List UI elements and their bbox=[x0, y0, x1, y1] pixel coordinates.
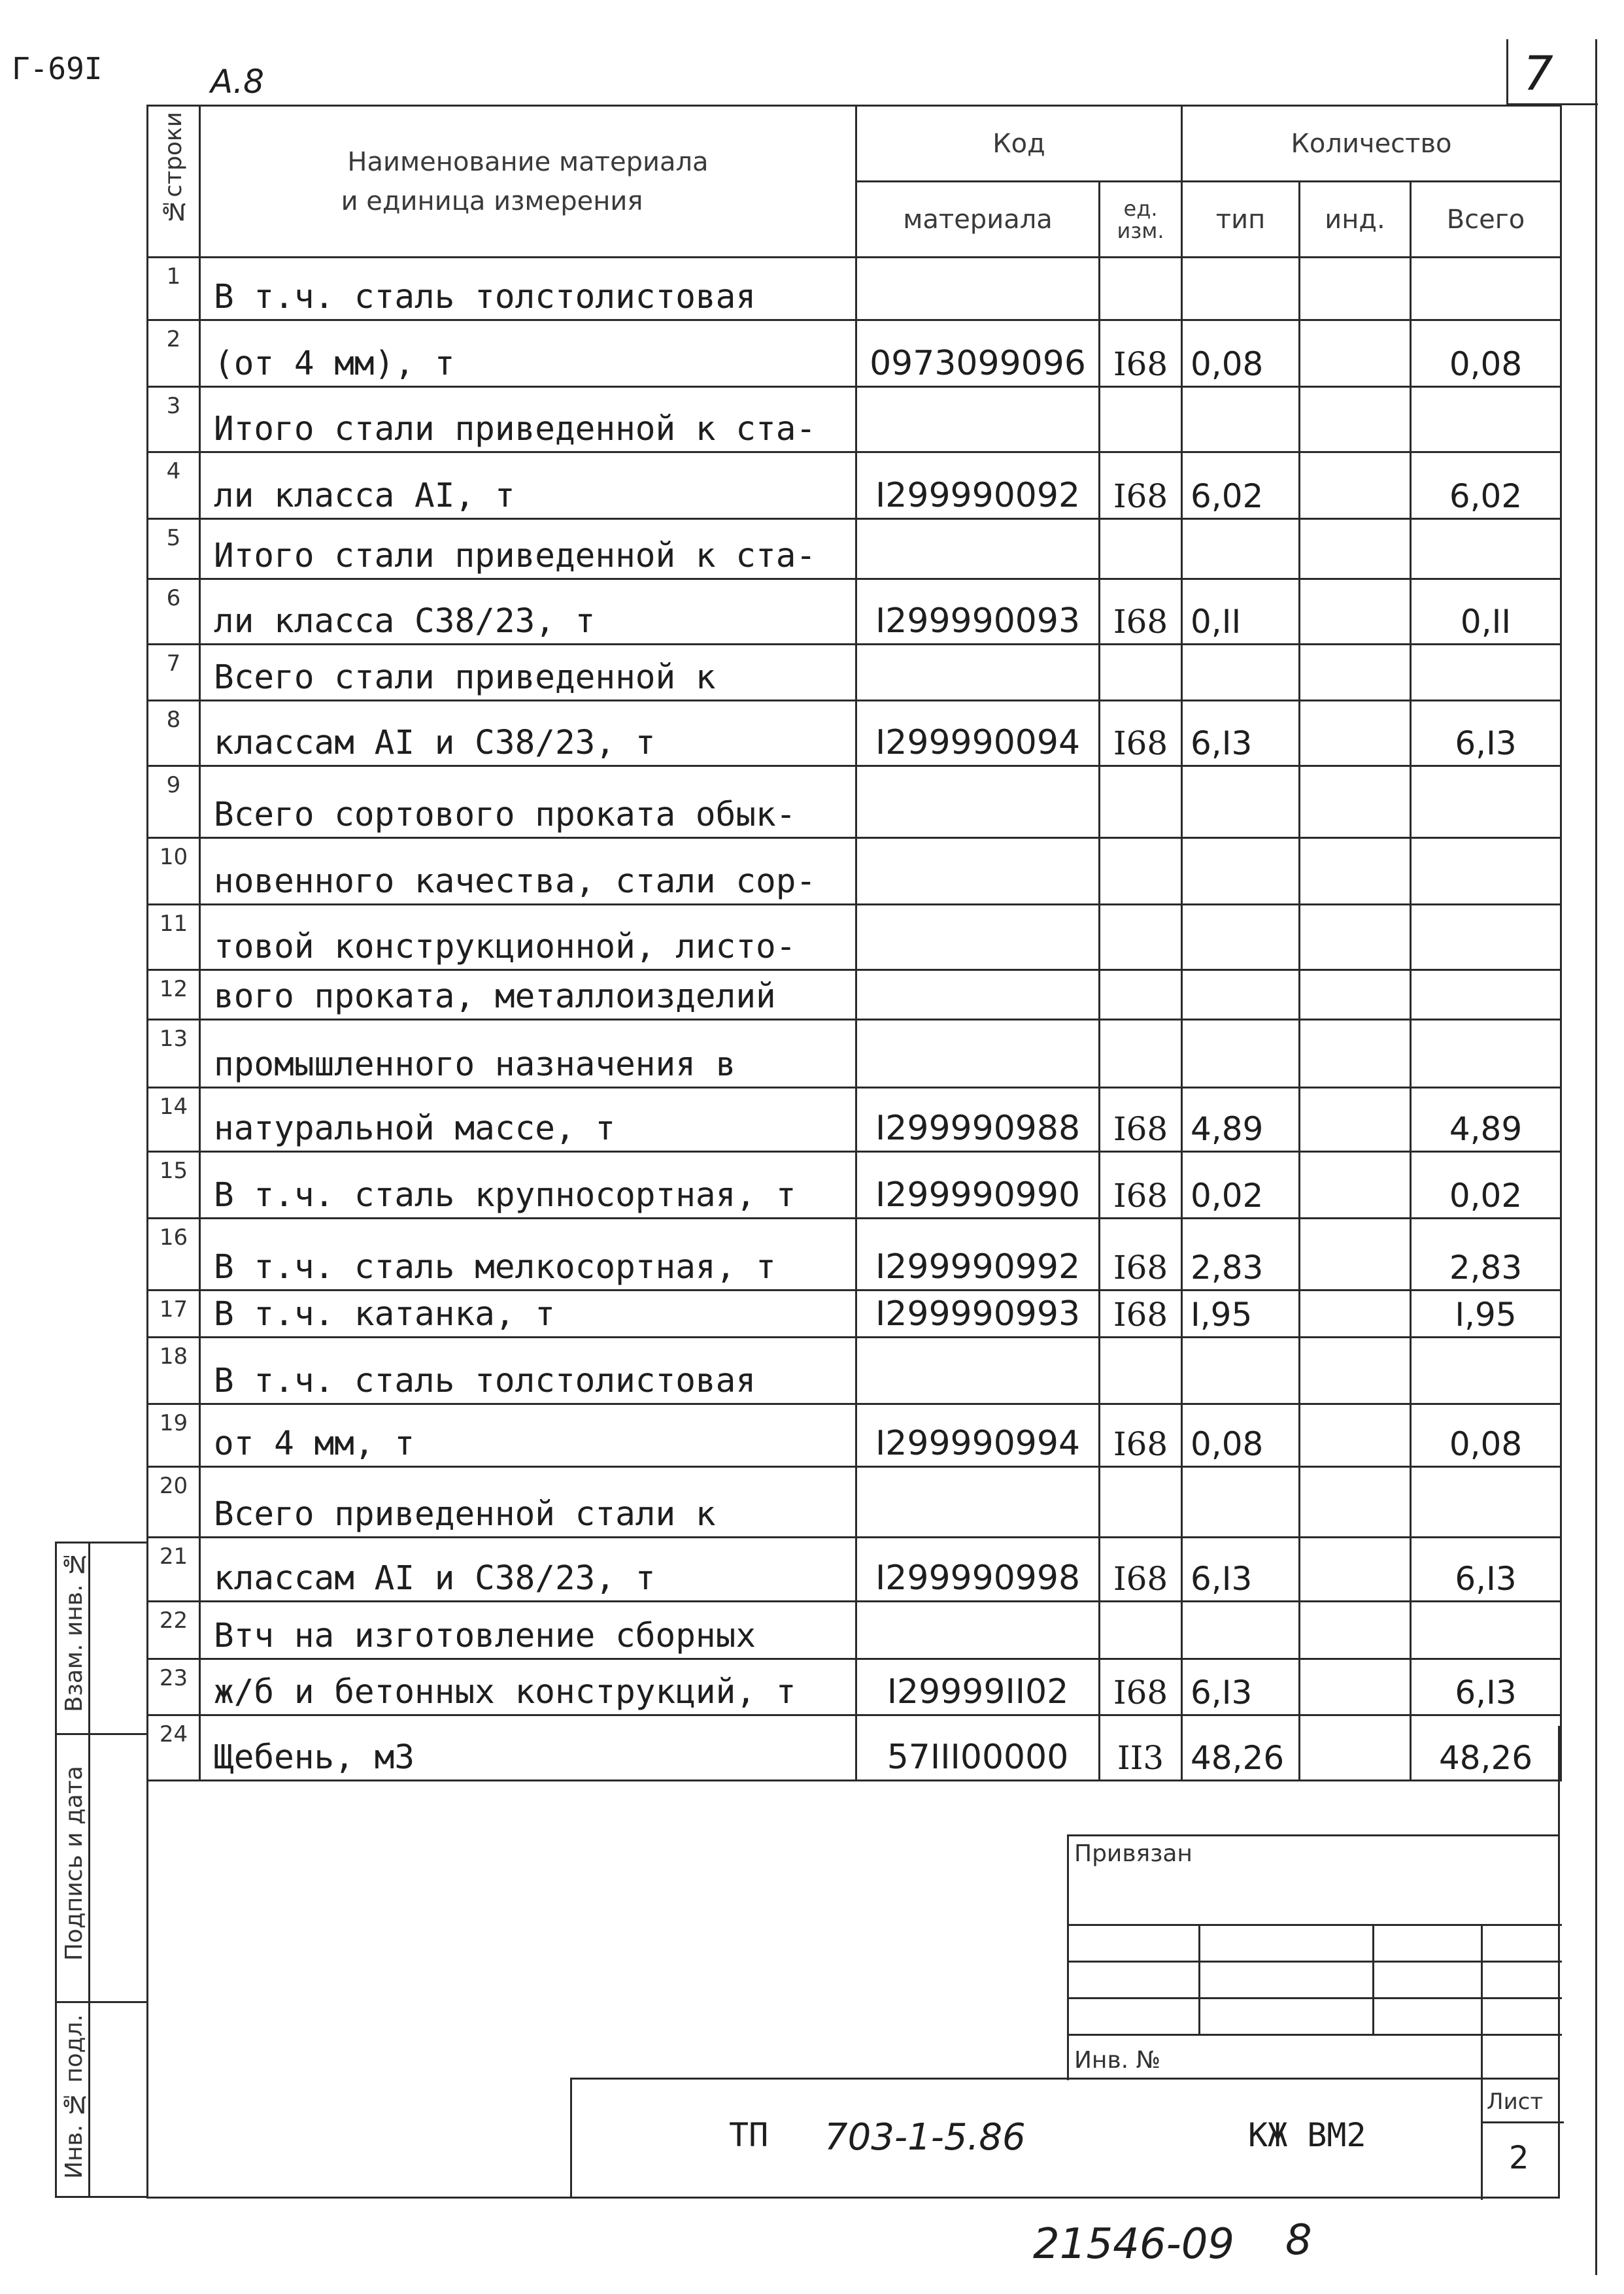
material-code bbox=[856, 258, 1100, 320]
material-name: от 4 мм, т bbox=[200, 1404, 856, 1467]
material-name: Итого стали приведенной к ста- bbox=[200, 519, 856, 579]
quantity-total: 6,I3 bbox=[1411, 1659, 1561, 1715]
table-row bbox=[148, 1467, 1561, 1538]
material-code: I299990993 bbox=[856, 1290, 1100, 1338]
material-code: I299990992 bbox=[856, 1219, 1100, 1290]
inv-no-label: Инв. № bbox=[1074, 2047, 1161, 2074]
table-row bbox=[148, 1404, 1561, 1467]
quantity-ind bbox=[1300, 320, 1411, 387]
material-code bbox=[856, 1467, 1100, 1538]
material-code bbox=[856, 645, 1100, 701]
material-name: Итого стали приведенной к ста- bbox=[200, 387, 856, 452]
frame-top-right-box-left bbox=[1506, 39, 1508, 105]
quantity-ind bbox=[1300, 1088, 1411, 1152]
table-row bbox=[148, 1538, 1561, 1602]
quantity-type bbox=[1182, 1020, 1300, 1088]
quantity-type: 0,08 bbox=[1182, 1404, 1300, 1467]
side-stamp-divider-2 bbox=[57, 2001, 92, 2003]
quantity-type: 6,I3 bbox=[1182, 701, 1300, 766]
unit-code bbox=[1100, 905, 1182, 970]
quantity-ind bbox=[1300, 1290, 1411, 1338]
quantity-ind bbox=[1300, 766, 1411, 838]
material-name: Щебень, м3 bbox=[200, 1715, 856, 1781]
quantity-total bbox=[1411, 1338, 1561, 1404]
quantity-type: 6,I3 bbox=[1182, 1659, 1300, 1715]
header-q-type: тип bbox=[1182, 182, 1300, 258]
quantity-ind bbox=[1300, 1602, 1411, 1659]
quantity-ind bbox=[1300, 1659, 1411, 1715]
corner-code: Г-69I bbox=[12, 51, 103, 86]
material-name: новенного качества, стали сор- bbox=[200, 838, 856, 905]
row-number: 22 bbox=[148, 1602, 200, 1659]
quantity-ind bbox=[1300, 579, 1411, 645]
unit-code bbox=[1100, 1467, 1182, 1538]
side-label-inv-podl: Инв. № подл. bbox=[61, 2014, 88, 2179]
material-code bbox=[856, 1338, 1100, 1404]
row-number: 21 bbox=[148, 1538, 200, 1602]
row-number: 12 bbox=[148, 970, 200, 1020]
unit-code: I68 bbox=[1100, 701, 1182, 766]
sheet-box bbox=[1481, 2080, 1562, 2200]
quantity-type bbox=[1182, 645, 1300, 701]
unit-code bbox=[1100, 258, 1182, 320]
row-number: 8 bbox=[148, 701, 200, 766]
quantity-type: 6,I3 bbox=[1182, 1538, 1300, 1602]
quantity-type bbox=[1182, 970, 1300, 1020]
quantity-ind bbox=[1300, 1538, 1411, 1602]
material-code: I299990988 bbox=[856, 1088, 1100, 1152]
unit-code: I68 bbox=[1100, 452, 1182, 519]
quantity-type: 0,08 bbox=[1182, 320, 1300, 387]
quantity-total bbox=[1411, 905, 1561, 970]
material-code: 0973099096 bbox=[856, 320, 1100, 387]
row-number: 3 bbox=[148, 387, 200, 452]
frame-right-edge bbox=[1595, 39, 1597, 2275]
unit-code: I68 bbox=[1100, 1290, 1182, 1338]
row-number: 15 bbox=[148, 1152, 200, 1219]
quantity-ind bbox=[1300, 1338, 1411, 1404]
material-code: 57III00000 bbox=[856, 1715, 1100, 1781]
quantity-ind bbox=[1300, 519, 1411, 579]
privyazan-hline-1 bbox=[1069, 1924, 1562, 1926]
material-code bbox=[856, 1602, 1100, 1659]
privyazan-label: Привязан bbox=[1074, 1840, 1193, 1867]
quantity-total bbox=[1411, 387, 1561, 452]
row-number: 5 bbox=[148, 519, 200, 579]
title-block bbox=[570, 2078, 1560, 2198]
material-name: В т.ч. катанка, т bbox=[200, 1290, 856, 1338]
unit-code: I68 bbox=[1100, 320, 1182, 387]
material-name: Всего приведенной стали к bbox=[200, 1467, 856, 1538]
unit-code: I68 bbox=[1100, 1152, 1182, 1219]
material-spec-table bbox=[146, 105, 1562, 1781]
quantity-ind bbox=[1300, 1715, 1411, 1781]
quantity-total: 6,I3 bbox=[1411, 1538, 1561, 1602]
doc-number: 703-1-5.86 bbox=[824, 2116, 1026, 2159]
quantity-total: 0,08 bbox=[1411, 1404, 1561, 1467]
unit-code: I68 bbox=[1100, 1404, 1182, 1467]
quantity-total bbox=[1411, 970, 1561, 1020]
row-number: 18 bbox=[148, 1338, 200, 1404]
quantity-ind bbox=[1300, 1020, 1411, 1088]
side-col2-divider-1 bbox=[90, 1733, 146, 1735]
material-name: промышленного назначения в bbox=[200, 1020, 856, 1088]
sheet-label: Лист bbox=[1487, 2089, 1544, 2115]
unit-code: I68 bbox=[1100, 1659, 1182, 1715]
material-code: I299990998 bbox=[856, 1538, 1100, 1602]
table-row bbox=[148, 1088, 1561, 1152]
unit-code bbox=[1100, 645, 1182, 701]
sheet-box-divider bbox=[1483, 2121, 1564, 2123]
material-name: классам AI и С38/23, т bbox=[200, 1538, 856, 1602]
material-name: ли класса AI, т bbox=[200, 452, 856, 519]
row-number: 10 bbox=[148, 838, 200, 905]
material-name: Всего стали приведенной к bbox=[200, 645, 856, 701]
table-row bbox=[148, 320, 1561, 387]
table-row bbox=[148, 1715, 1561, 1781]
sheet-value: 2 bbox=[1509, 2140, 1529, 2176]
privyazan-vline-2 bbox=[1372, 1924, 1374, 2034]
table-row bbox=[148, 452, 1561, 519]
quantity-type: 4,89 bbox=[1182, 1088, 1300, 1152]
header-quantity: Количество bbox=[1182, 106, 1561, 182]
material-code: I299990092 bbox=[856, 452, 1100, 519]
row-number: 24 bbox=[148, 1715, 200, 1781]
material-code bbox=[856, 766, 1100, 838]
side-stamp-divider-1 bbox=[57, 1733, 92, 1735]
unit-code bbox=[1100, 519, 1182, 579]
material-name: В т.ч. сталь толстолистовая bbox=[200, 1338, 856, 1404]
unit-code bbox=[1100, 1338, 1182, 1404]
top-mark: А.8 bbox=[211, 63, 264, 101]
quantity-total bbox=[1411, 766, 1561, 838]
quantity-ind bbox=[1300, 838, 1411, 905]
quantity-total: I,95 bbox=[1411, 1290, 1561, 1338]
table-row bbox=[148, 1020, 1561, 1088]
quantity-ind bbox=[1300, 452, 1411, 519]
quantity-total: 2,83 bbox=[1411, 1219, 1561, 1290]
table-row bbox=[148, 766, 1561, 838]
table-row bbox=[148, 579, 1561, 645]
quantity-type bbox=[1182, 1467, 1300, 1538]
side-stamp-col2 bbox=[90, 1542, 146, 2198]
table-row bbox=[148, 387, 1561, 452]
quantity-type: 6,02 bbox=[1182, 452, 1300, 519]
quantity-type: I,95 bbox=[1182, 1290, 1300, 1338]
row-number: 17 bbox=[148, 1290, 200, 1338]
quantity-ind bbox=[1300, 645, 1411, 701]
quantity-ind bbox=[1300, 905, 1411, 970]
row-number: 7 bbox=[148, 645, 200, 701]
material-name: ж/б и бетонных конструкций, т bbox=[200, 1659, 856, 1715]
table-row bbox=[148, 1152, 1561, 1219]
doc-mark: КЖ ВМ2 bbox=[1248, 2116, 1366, 2154]
quantity-type bbox=[1182, 519, 1300, 579]
table-row bbox=[148, 701, 1561, 766]
quantity-type bbox=[1182, 387, 1300, 452]
header-q-ind: инд. bbox=[1300, 182, 1411, 258]
quantity-ind bbox=[1300, 970, 1411, 1020]
quantity-total: 48,26 bbox=[1411, 1715, 1561, 1781]
material-name: товой конструкционной, листо- bbox=[200, 905, 856, 970]
row-number: 2 bbox=[148, 320, 200, 387]
quantity-type: 2,83 bbox=[1182, 1219, 1300, 1290]
quantity-type: 48,26 bbox=[1182, 1715, 1300, 1781]
bottom-note-page: 8 bbox=[1285, 2216, 1312, 2265]
material-code bbox=[856, 1020, 1100, 1088]
quantity-ind bbox=[1300, 1219, 1411, 1290]
quantity-type bbox=[1182, 258, 1300, 320]
header-code: Код bbox=[856, 106, 1182, 182]
quantity-total: 0,02 bbox=[1411, 1152, 1561, 1219]
row-number: 13 bbox=[148, 1020, 200, 1088]
quantity-ind bbox=[1300, 1467, 1411, 1538]
quantity-ind bbox=[1300, 387, 1411, 452]
quantity-total bbox=[1411, 519, 1561, 579]
header-rowno bbox=[148, 106, 200, 258]
table-row bbox=[148, 1602, 1561, 1659]
side-label-vzam: Взам. инв. № bbox=[61, 1550, 88, 1712]
header-q-total: Всего bbox=[1411, 182, 1561, 258]
quantity-ind bbox=[1300, 701, 1411, 766]
quantity-ind bbox=[1300, 1152, 1411, 1219]
material-name: В т.ч. сталь крупносортная, т bbox=[200, 1152, 856, 1219]
unit-code: II3 bbox=[1100, 1715, 1182, 1781]
side-label-podpis: Подпись и дата bbox=[61, 1766, 88, 1961]
material-name: вого проката, металлоизделий bbox=[200, 970, 856, 1020]
quantity-type bbox=[1182, 905, 1300, 970]
side-col2-divider-2 bbox=[90, 2001, 146, 2003]
unit-code bbox=[1100, 1602, 1182, 1659]
material-name: классам AI и С38/23, т bbox=[200, 701, 856, 766]
unit-code bbox=[1100, 970, 1182, 1020]
header-rowno-label: №строки bbox=[160, 112, 187, 224]
material-code bbox=[856, 519, 1100, 579]
row-number: 1 bbox=[148, 258, 200, 320]
material-name: В т.ч. сталь толстолистовая bbox=[200, 258, 856, 320]
material-code bbox=[856, 970, 1100, 1020]
row-number: 14 bbox=[148, 1088, 200, 1152]
bottom-note: 21546-09 bbox=[1033, 2220, 1235, 2269]
row-number: 23 bbox=[148, 1659, 200, 1715]
material-code bbox=[856, 838, 1100, 905]
material-code bbox=[856, 905, 1100, 970]
table-row bbox=[148, 1338, 1561, 1404]
material-name: ли класса С38/23, т bbox=[200, 579, 856, 645]
header-name-line2: и единица измерения bbox=[341, 186, 643, 216]
unit-code bbox=[1100, 1020, 1182, 1088]
privyazan-hline-4 bbox=[1069, 2034, 1562, 2036]
table-row bbox=[148, 905, 1561, 970]
header-code-unit: ед. изм. bbox=[1100, 182, 1182, 258]
quantity-type bbox=[1182, 1602, 1300, 1659]
quantity-total bbox=[1411, 1602, 1561, 1659]
unit-code: I68 bbox=[1100, 1088, 1182, 1152]
header-name-line1: Наименование материала bbox=[347, 146, 709, 177]
row-number: 11 bbox=[148, 905, 200, 970]
material-name: В т.ч. сталь мелкосортная, т bbox=[200, 1219, 856, 1290]
quantity-total: 0,08 bbox=[1411, 320, 1561, 387]
privyazan-hline-3 bbox=[1069, 1997, 1562, 1999]
privyazan-vline-1 bbox=[1198, 1924, 1200, 2034]
unit-code: I68 bbox=[1100, 1538, 1182, 1602]
quantity-type bbox=[1182, 766, 1300, 838]
unit-code bbox=[1100, 387, 1182, 452]
quantity-ind bbox=[1300, 258, 1411, 320]
row-number: 20 bbox=[148, 1467, 200, 1538]
unit-code: I68 bbox=[1100, 579, 1182, 645]
material-name: Втч на изготовление сборных bbox=[200, 1602, 856, 1659]
page-number-hand: 7 bbox=[1523, 46, 1553, 101]
material-code: I299990990 bbox=[856, 1152, 1100, 1219]
table-row bbox=[148, 838, 1561, 905]
row-number: 4 bbox=[148, 452, 200, 519]
unit-code: I68 bbox=[1100, 1219, 1182, 1290]
quantity-ind bbox=[1300, 1404, 1411, 1467]
unit-code bbox=[1100, 766, 1182, 838]
header-code-material: материала bbox=[856, 182, 1100, 258]
table-row bbox=[148, 1219, 1561, 1290]
quantity-total bbox=[1411, 1020, 1561, 1088]
material-name: Всего сортового проката обык- bbox=[200, 766, 856, 838]
quantity-total bbox=[1411, 1467, 1561, 1538]
table-row bbox=[148, 519, 1561, 579]
privyazan-block bbox=[1067, 1834, 1560, 2080]
quantity-type bbox=[1182, 838, 1300, 905]
header-name bbox=[200, 106, 856, 258]
table-row bbox=[148, 1659, 1561, 1715]
side-stamp bbox=[55, 1542, 90, 2198]
row-number: 6 bbox=[148, 579, 200, 645]
quantity-total bbox=[1411, 645, 1561, 701]
doc-prefix: ТП bbox=[729, 2116, 769, 2154]
material-name: натуральной массе, т bbox=[200, 1088, 856, 1152]
quantity-total bbox=[1411, 258, 1561, 320]
material-code: I299990094 bbox=[856, 701, 1100, 766]
privyazan-hline-2 bbox=[1069, 1961, 1562, 1963]
material-code: I29999II02 bbox=[856, 1659, 1100, 1715]
table-row bbox=[148, 258, 1561, 320]
table-row bbox=[148, 645, 1561, 701]
table-row bbox=[148, 1290, 1561, 1338]
material-name: (от 4 мм), т bbox=[200, 320, 856, 387]
material-code: I299990994 bbox=[856, 1404, 1100, 1467]
unit-code bbox=[1100, 838, 1182, 905]
quantity-total: 6,I3 bbox=[1411, 701, 1561, 766]
quantity-total: 4,89 bbox=[1411, 1088, 1561, 1152]
quantity-total: 0,II bbox=[1411, 579, 1561, 645]
material-code: I299990093 bbox=[856, 579, 1100, 645]
quantity-type bbox=[1182, 1338, 1300, 1404]
table-row bbox=[148, 970, 1561, 1020]
row-number: 19 bbox=[148, 1404, 200, 1467]
row-number: 16 bbox=[148, 1219, 200, 1290]
quantity-total: 6,02 bbox=[1411, 452, 1561, 519]
row-number: 9 bbox=[148, 766, 200, 838]
quantity-total bbox=[1411, 838, 1561, 905]
quantity-type: 0,02 bbox=[1182, 1152, 1300, 1219]
quantity-type: 0,II bbox=[1182, 579, 1300, 645]
privyazan-vline-3 bbox=[1481, 1924, 1483, 2082]
material-code bbox=[856, 387, 1100, 452]
